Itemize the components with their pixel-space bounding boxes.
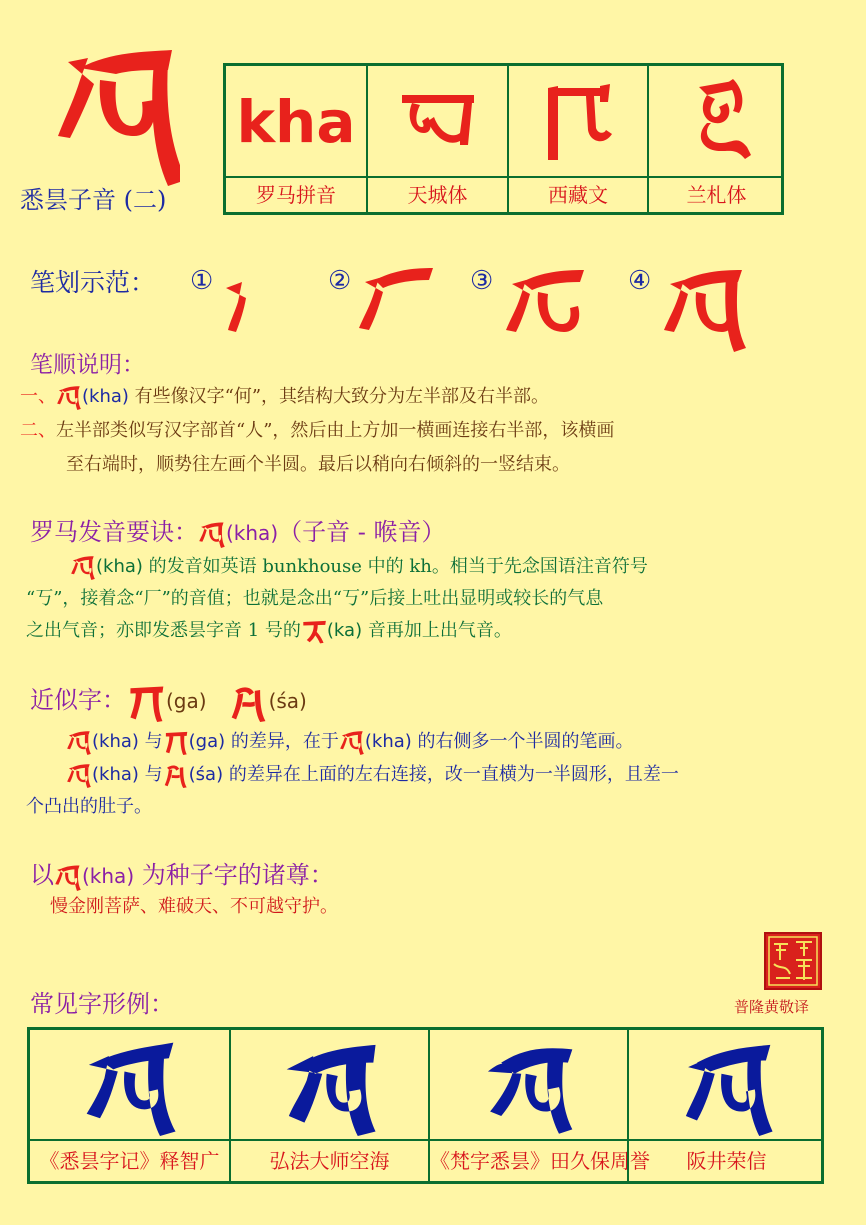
translator-credit: 普隆黄敬译 xyxy=(734,998,810,1016)
example-cell xyxy=(229,1030,428,1181)
cell-label: 西藏文 xyxy=(509,176,647,212)
stroke-step-4-glyph xyxy=(660,262,750,352)
ga-inline-glyph xyxy=(163,729,189,755)
similar-line-1-and: 与 xyxy=(138,731,163,752)
brush-kha-glyph-4 xyxy=(677,1036,777,1136)
similar-ga-roman: (ga) xyxy=(166,689,207,713)
similar-line-1 xyxy=(66,725,634,759)
page-title: 悉昙子音 (二) xyxy=(20,186,167,214)
example-label: 《梵字悉昙》田久保周誉 xyxy=(430,1139,627,1181)
order-item-1 xyxy=(20,380,549,414)
examples-table xyxy=(27,1027,824,1184)
similar-line-2 xyxy=(66,758,679,792)
deities-heading: 为种子字的诸尊： xyxy=(134,861,334,889)
pronunciation-line-1-roman: (kha) xyxy=(96,556,143,577)
kha-inline-glyph xyxy=(70,554,96,580)
order-item-2-text: 左半部类似写汉字部首“人”，然后由上方加一横画连接右半部，该横画 xyxy=(56,420,615,441)
pronunciation-line-3-b: 音再加上出气音。 xyxy=(362,620,512,641)
example-label: 阪井荣信 xyxy=(629,1139,824,1181)
lanza-cell xyxy=(647,66,784,212)
kha-inline-glyph xyxy=(56,384,82,410)
cell-label: 天城体 xyxy=(368,176,507,212)
order-heading: 笔顺说明： xyxy=(30,352,145,378)
seal-mark-icon xyxy=(766,934,820,988)
pronunciation-category: （子音 - 喉音） xyxy=(278,518,446,546)
stroke-step-1-number: ① xyxy=(190,266,214,296)
deities-heading-row xyxy=(30,855,334,891)
stroke-step-3-glyph xyxy=(500,262,590,342)
stroke-step-4-number: ④ xyxy=(628,266,652,296)
brush-kha-glyph-1 xyxy=(80,1036,180,1136)
kha-inline-glyph xyxy=(66,729,92,755)
kha-inline-glyph xyxy=(198,520,226,548)
example-label: 弘法大师空海 xyxy=(231,1139,428,1181)
order-item-1-text: 有些像汉字“何”，其结构大致分为左半部及右半部。 xyxy=(128,386,550,407)
stroke-step-3-number: ③ xyxy=(470,266,494,296)
stroke-step-1-glyph xyxy=(220,280,250,335)
cell-label: 兰札体 xyxy=(649,176,784,212)
translator-seal xyxy=(764,932,822,990)
devanagari-cell xyxy=(366,66,507,212)
roman-cell xyxy=(226,66,366,212)
similar-line-2-text: 的差异在上面的左右连接，改一直横为一半圆形，且差一 xyxy=(223,764,679,785)
devanagari-kha-glyph xyxy=(398,87,478,157)
order-item-2 xyxy=(20,414,614,448)
main-siddham-kha-glyph xyxy=(50,40,180,190)
brush-kha-glyph-3 xyxy=(477,1036,581,1136)
examples-heading: 常见字形例： xyxy=(30,990,174,1018)
similar-line-2-sha: (śa) xyxy=(188,764,224,785)
ga-inline-glyph xyxy=(126,682,166,722)
similar-heading-row xyxy=(30,680,307,722)
similar-line-2-and: 与 xyxy=(138,764,163,785)
similar-line-2-kha: (kha) xyxy=(92,764,139,785)
ka-inline-glyph xyxy=(301,618,327,644)
kha-inline-glyph xyxy=(66,762,92,788)
order-item-1-roman: (kha) xyxy=(82,386,129,407)
similar-sha-roman: (śa) xyxy=(268,689,307,713)
order-item-2-prefix: 二、 xyxy=(20,420,56,441)
similar-line-1-ga: (ga) xyxy=(188,731,226,752)
sha-inline-glyph xyxy=(229,682,269,722)
similar-line-1-text2: 的右侧多一个半圆的笔画。 xyxy=(411,731,634,752)
kha-inline-glyph xyxy=(339,729,365,755)
stroke-step-2-number: ② xyxy=(328,266,352,296)
pronunciation-line-3-a: 之出气音；亦即发悉昙字音 1 号的 xyxy=(26,620,301,641)
strokes-heading: 笔划示范： xyxy=(30,268,156,297)
similar-line-2-continued: 个凸出的肚子。 xyxy=(26,796,152,817)
pronunciation-line-1-text: 的发音如英语 bunkhouse 中的 kh。相当于先念国语注音符号 xyxy=(142,556,648,577)
pronunciation-heading-row xyxy=(30,512,446,548)
order-item-1-prefix: 一、 xyxy=(20,386,56,407)
tibetan-cell xyxy=(507,66,647,212)
pronunciation-heading: 罗马发音要诀： xyxy=(30,518,198,546)
similar-line-1-kha2: (kha) xyxy=(364,731,412,752)
brush-kha-glyph-2 xyxy=(278,1036,382,1136)
tibetan-kha-glyph xyxy=(538,82,618,162)
example-cell xyxy=(428,1030,650,1181)
deities-roman: (kha) xyxy=(82,864,135,888)
lanza-kha-glyph xyxy=(677,77,757,167)
similar-heading: 近似字： xyxy=(30,686,126,714)
deities-list: 慢金刚菩萨、难破天、不可越守护。 xyxy=(50,896,338,917)
kha-inline-glyph xyxy=(54,863,82,891)
stroke-step-2-glyph xyxy=(355,262,435,337)
example-cell xyxy=(627,1030,824,1181)
cell-label: 罗马拼音 xyxy=(226,176,366,212)
pronunciation-roman: (kha) xyxy=(226,521,279,545)
script-forms-table xyxy=(223,63,784,215)
sha-inline-glyph xyxy=(163,762,189,788)
example-cell xyxy=(30,1030,229,1181)
deities-prefix: 以 xyxy=(30,861,54,889)
similar-line-1-text: 的差异，在于 xyxy=(225,731,339,752)
similar-line-1-kha: (kha) xyxy=(92,731,139,752)
pronunciation-line-2: “丂”，接着念“厂”的音值；也就是念出“丂”后接上吐出显明或较长的气息 xyxy=(26,588,604,609)
pronunciation-line-3-roman: (ka) xyxy=(326,620,363,641)
order-item-2-continued: 至右端时，顺势往左画个半圆。最后以稍向右倾斜的一竖结束。 xyxy=(66,454,570,475)
pronunciation-line-3 xyxy=(26,614,512,648)
romanization-text: kha xyxy=(236,88,356,156)
pronunciation-line-1 xyxy=(70,550,648,584)
example-label: 《悉昙字记》释智广 xyxy=(30,1139,229,1181)
